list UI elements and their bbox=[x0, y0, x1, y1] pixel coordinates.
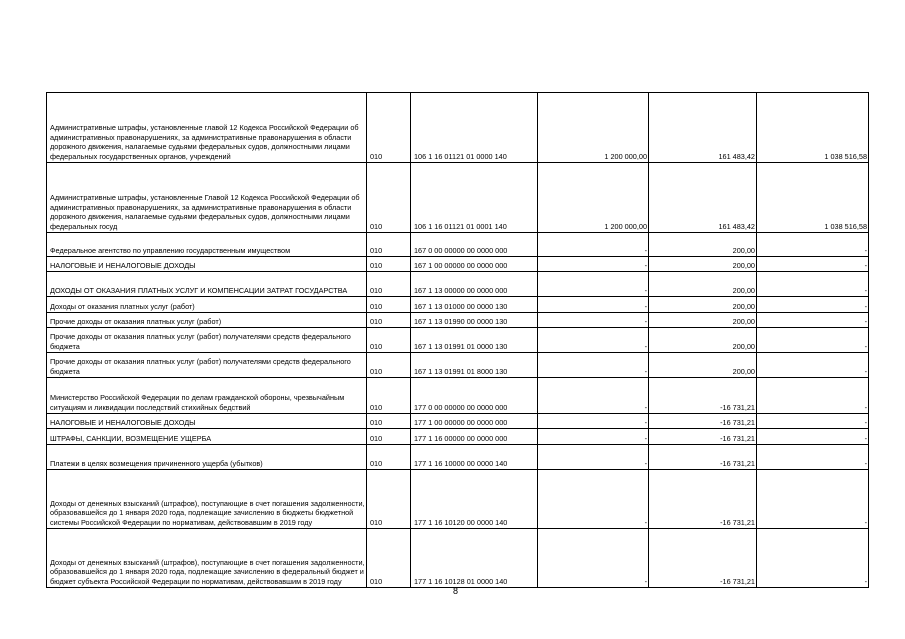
cell-unexecuted: - bbox=[757, 470, 869, 529]
cell-line-code: 010 bbox=[367, 257, 411, 272]
cell-budget-code: 167 1 13 01000 00 0000 130 bbox=[411, 297, 538, 313]
cell-approved: - bbox=[538, 445, 649, 470]
cell-budget-code: 167 0 00 00000 00 0000 000 bbox=[411, 233, 538, 257]
cell-unexecuted: - bbox=[757, 445, 869, 470]
cell-approved: - bbox=[538, 470, 649, 529]
cell-budget-code: 167 1 13 01991 01 8000 130 bbox=[411, 353, 538, 378]
table-row bbox=[47, 328, 869, 353]
cell-name bbox=[47, 414, 367, 429]
cell-approved: 1 200 000,00 bbox=[538, 163, 649, 233]
table-row bbox=[47, 470, 869, 529]
cell-name bbox=[47, 257, 367, 272]
cell-unexecuted: - bbox=[757, 378, 869, 414]
cell-budget-code: 167 1 13 00000 00 0000 000 bbox=[411, 272, 538, 297]
cell-executed: 200,00 bbox=[649, 313, 757, 328]
table-row bbox=[47, 93, 869, 163]
table-row bbox=[47, 353, 869, 378]
cell-approved: - bbox=[538, 353, 649, 378]
cell-name bbox=[47, 297, 367, 313]
cell-unexecuted: - bbox=[757, 297, 869, 313]
cell-line-code: 010 bbox=[367, 233, 411, 257]
table-row bbox=[47, 429, 869, 445]
cell-name bbox=[47, 272, 367, 297]
cell-approved: - bbox=[538, 297, 649, 313]
cell-unexecuted: - bbox=[757, 313, 869, 328]
table-row bbox=[47, 233, 869, 257]
cell-budget-code: 177 0 00 00000 00 0000 000 bbox=[411, 378, 538, 414]
cell-line-code: 010 bbox=[367, 313, 411, 328]
cell-budget-code: 167 1 13 01990 00 0000 130 bbox=[411, 313, 538, 328]
cell-line-code: 010 bbox=[367, 529, 411, 588]
cell-approved: - bbox=[538, 378, 649, 414]
row-name: Доходы от денежных взысканий (штрафов), поступающие в счет погашения задолженности, образовавшейся до 1 января 2020 года, подлежащие зачислению в бюджеты бюджетной системы Российской Федерации по нормативам, действовавшим в 2019 году bbox=[50, 498, 365, 527]
cell-name bbox=[47, 233, 367, 257]
cell-name bbox=[47, 429, 367, 445]
cell-unexecuted: - bbox=[757, 233, 869, 257]
cell-line-code: 010 bbox=[367, 414, 411, 429]
row-name: Доходы от денежных взысканий (штрафов), поступающие в счет погашения задолженности, образовавшейся до 1 января 2020 года, подлежащие зачислению в федеральный бюджет и бюджет субъекта Российской Федерации по нормативам, действовавшим в 2019 году bbox=[50, 557, 365, 586]
cell-approved: - bbox=[538, 313, 649, 328]
cell-unexecuted: - bbox=[757, 529, 869, 588]
cell-executed: -16 731,21 bbox=[649, 470, 757, 529]
cell-budget-code: 177 1 16 10128 01 0000 140 bbox=[411, 529, 538, 588]
cell-name bbox=[47, 378, 367, 414]
cell-executed: 200,00 bbox=[649, 328, 757, 353]
cell-executed: 200,00 bbox=[649, 233, 757, 257]
row-name: Доходы от оказания платных услуг (работ) bbox=[50, 301, 195, 311]
cell-unexecuted: - bbox=[757, 429, 869, 445]
cell-executed: 161 483,42 bbox=[649, 93, 757, 163]
row-name: Административные штрафы, установленные главой 12 Кодекса Российской Федерации об административных правонарушениях, за административные правонарушения в области дорожного движения, налагаемые судьями федеральных судов, должностными лицами федеральных государственных органов, учреждений bbox=[50, 123, 359, 161]
cell-name bbox=[47, 529, 367, 588]
cell-budget-code: 106 1 16 01121 01 0000 140 bbox=[411, 93, 538, 163]
cell-line-code: 010 bbox=[367, 272, 411, 297]
cell-line-code: 010 bbox=[367, 93, 411, 163]
table-row bbox=[47, 313, 869, 328]
row-name: НАЛОГОВЫЕ И НЕНАЛОГОВЫЕ ДОХОДЫ bbox=[50, 260, 196, 270]
cell-executed: -16 731,21 bbox=[649, 445, 757, 470]
cell-approved: - bbox=[538, 257, 649, 272]
cell-executed: -16 731,21 bbox=[649, 378, 757, 414]
cell-unexecuted: 1 038 516,58 bbox=[757, 163, 869, 233]
cell-line-code: 010 bbox=[367, 378, 411, 414]
row-name: Министерство Российской Федерации по делам гражданской обороны, чрезвычайным ситуациям и ликвидации последствий стихийных бедствий bbox=[50, 393, 345, 412]
cell-unexecuted: - bbox=[757, 414, 869, 429]
cell-name bbox=[47, 328, 367, 353]
cell-executed: -16 731,21 bbox=[649, 429, 757, 445]
cell-executed: 200,00 bbox=[649, 353, 757, 378]
cell-unexecuted: - bbox=[757, 272, 869, 297]
cell-name bbox=[47, 470, 367, 529]
cell-executed: -16 731,21 bbox=[649, 414, 757, 429]
row-name: Платежи в целях возмещения причиненного ущерба (убытков) bbox=[50, 458, 263, 468]
cell-unexecuted: - bbox=[757, 328, 869, 353]
cell-line-code: 010 bbox=[367, 429, 411, 445]
cell-budget-code: 167 1 00 00000 00 0000 000 bbox=[411, 257, 538, 272]
cell-budget-code: 177 1 00 00000 00 0000 000 bbox=[411, 414, 538, 429]
revenue-table bbox=[46, 92, 869, 588]
cell-approved: 1 200 000,00 bbox=[538, 93, 649, 163]
cell-approved: - bbox=[538, 414, 649, 429]
cell-unexecuted: - bbox=[757, 353, 869, 378]
cell-unexecuted: 1 038 516,58 bbox=[757, 93, 869, 163]
table-row bbox=[47, 529, 869, 588]
cell-line-code: 010 bbox=[367, 328, 411, 353]
cell-line-code: 010 bbox=[367, 353, 411, 378]
row-name: Прочие доходы от оказания платных услуг (работ) получателями средств федерального бюджета bbox=[50, 357, 351, 376]
table-row bbox=[47, 445, 869, 470]
row-name: НАЛОГОВЫЕ И НЕНАЛОГОВЫЕ ДОХОДЫ bbox=[50, 417, 196, 427]
table-row bbox=[47, 414, 869, 429]
cell-line-code: 010 bbox=[367, 445, 411, 470]
cell-approved: - bbox=[538, 529, 649, 588]
table-row bbox=[47, 297, 869, 313]
cell-line-code: 010 bbox=[367, 297, 411, 313]
cell-name bbox=[47, 445, 367, 470]
row-name: Прочие доходы от оказания платных услуг (работ) bbox=[50, 316, 222, 326]
cell-approved: - bbox=[538, 233, 649, 257]
cell-approved: - bbox=[538, 328, 649, 353]
page-number: 8 bbox=[453, 586, 459, 596]
cell-executed: 161 483,42 bbox=[649, 163, 757, 233]
table-row bbox=[47, 272, 869, 297]
row-name: Административные штрафы, установленные Главой 12 Кодекса Российской Федерации об административных правонарушениях, за административные правонарушения в области дорожного движения, налагаемые судьями федеральных судов, должностными лицами федеральных госуд bbox=[50, 193, 360, 231]
table-row bbox=[47, 257, 869, 272]
cell-executed: 200,00 bbox=[649, 272, 757, 297]
cell-name bbox=[47, 353, 367, 378]
cell-approved: - bbox=[538, 429, 649, 445]
cell-line-code: 010 bbox=[367, 163, 411, 233]
table-row bbox=[47, 378, 869, 414]
cell-unexecuted: - bbox=[757, 257, 869, 272]
cell-executed: 200,00 bbox=[649, 297, 757, 313]
cell-name bbox=[47, 93, 367, 163]
cell-executed: 200,00 bbox=[649, 257, 757, 272]
cell-budget-code: 177 1 16 00000 00 0000 000 bbox=[411, 429, 538, 445]
cell-budget-code: 177 1 16 10120 00 0000 140 bbox=[411, 470, 538, 529]
cell-executed: -16 731,21 bbox=[649, 529, 757, 588]
cell-budget-code: 106 1 16 01121 01 0001 140 bbox=[411, 163, 538, 233]
cell-name bbox=[47, 313, 367, 328]
cell-budget-code: 177 1 16 10000 00 0000 140 bbox=[411, 445, 538, 470]
row-name: Федеральное агентство по управлению государственным имуществом bbox=[50, 245, 291, 255]
table-row bbox=[47, 163, 869, 233]
cell-approved: - bbox=[538, 272, 649, 297]
row-name: ШТРАФЫ, САНКЦИИ, ВОЗМЕЩЕНИЕ УЩЕРБА bbox=[50, 433, 212, 443]
cell-name bbox=[47, 163, 367, 233]
cell-budget-code: 167 1 13 01991 01 0000 130 bbox=[411, 328, 538, 353]
row-name: ДОХОДЫ ОТ ОКАЗАНИЯ ПЛАТНЫХ УСЛУГ И КОМПЕНСАЦИИ ЗАТРАТ ГОСУДАРСТВА bbox=[50, 285, 348, 295]
cell-line-code: 010 bbox=[367, 470, 411, 529]
table-body bbox=[47, 93, 869, 588]
row-name: Прочие доходы от оказания платных услуг (работ) получателями средств федерального бюджета bbox=[50, 332, 351, 351]
